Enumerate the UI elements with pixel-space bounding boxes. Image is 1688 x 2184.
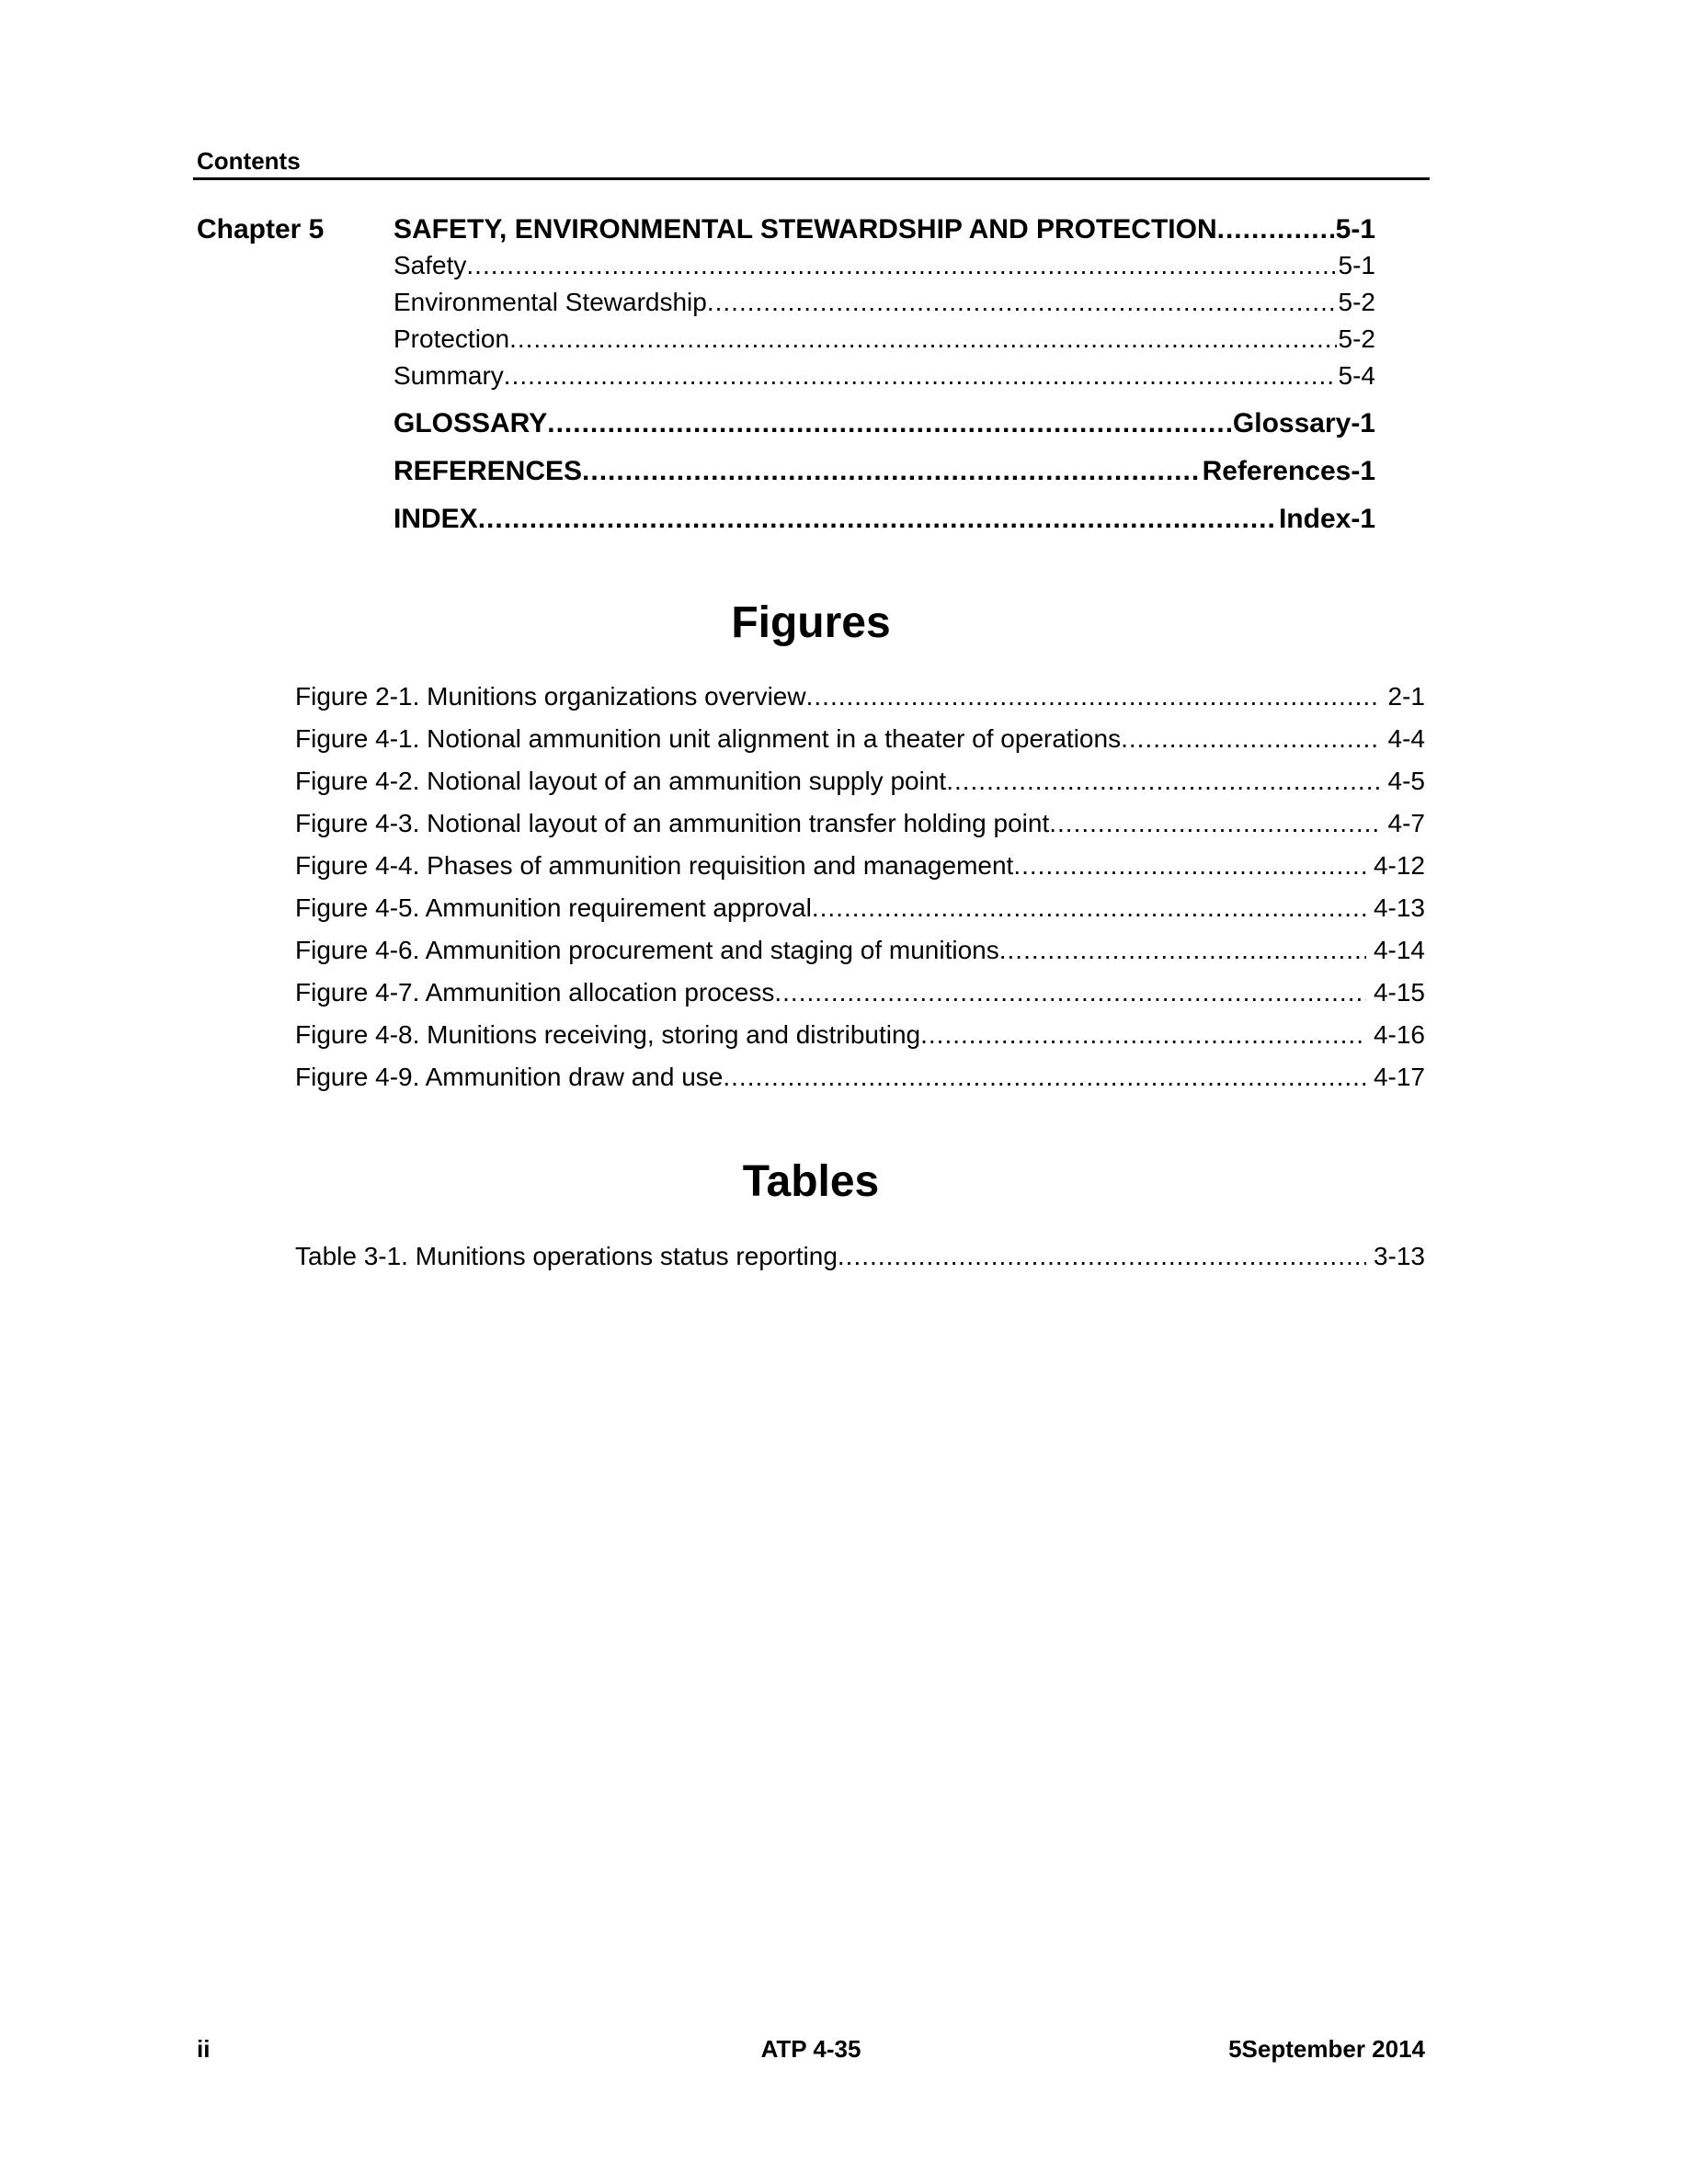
dot-leader — [582, 456, 1201, 487]
list-entry-title: Figure 4-5. Ammunition requirement approval — [295, 893, 812, 922]
dot-leader — [838, 1242, 1366, 1271]
dot-leader — [504, 361, 1337, 391]
list-entry-page: 4-4 — [1387, 724, 1425, 753]
dot-leader — [707, 288, 1337, 317]
toc-entry-page: References-1 — [1202, 456, 1375, 486]
dot-leader — [478, 504, 1277, 535]
list-entry-page: 4-15 — [1373, 978, 1425, 1007]
tables-heading: Tables — [742, 1157, 880, 1206]
toc-entry-page: 5-4 — [1338, 361, 1375, 390]
list-entry-page: 4-7 — [1387, 809, 1425, 837]
toc-entry-title: Safety — [393, 251, 467, 279]
dot-leader — [920, 1020, 1366, 1050]
dot-leader — [806, 682, 1381, 711]
list-entry-page: 4-13 — [1373, 893, 1425, 922]
list-entry-page: 4-16 — [1373, 1020, 1425, 1049]
list-entry-page: 4-17 — [1373, 1063, 1425, 1091]
list-entry-title: Figure 2-1. Munitions organizations overview — [295, 682, 806, 711]
list-entry[interactable] — [295, 809, 1425, 851]
list-entry[interactable] — [295, 893, 1425, 936]
figures-heading: Figures — [731, 598, 891, 647]
toc-index-entry[interactable] — [393, 504, 1375, 535]
toc-entry-page: 5-2 — [1338, 324, 1375, 353]
header-rule — [193, 177, 1430, 180]
list-entry[interactable] — [295, 682, 1425, 724]
list-entry[interactable] — [295, 1242, 1425, 1284]
dot-leader — [946, 767, 1380, 796]
dot-leader — [466, 251, 1336, 280]
toc-references-entry[interactable] — [393, 456, 1375, 487]
list-entry[interactable] — [295, 936, 1425, 978]
dot-leader — [999, 936, 1366, 965]
dot-leader — [547, 408, 1231, 439]
toc-glossary-entry[interactable] — [393, 408, 1375, 439]
dot-leader — [774, 978, 1366, 1007]
toc-subsection-entry[interactable] — [393, 324, 1375, 354]
toc-entry-title: INDEX — [393, 504, 478, 534]
list-entry[interactable] — [295, 1063, 1425, 1105]
list-entry[interactable] — [295, 978, 1425, 1020]
list-entry-title: Figure 4-2. Notional layout of an ammunition supply point — [295, 767, 947, 795]
toc-chapter-entry[interactable] — [393, 214, 1375, 245]
toc-entry-page: 5-2 — [1338, 288, 1375, 316]
list-entry[interactable] — [295, 724, 1425, 767]
toc-subsection-entry[interactable] — [393, 361, 1375, 391]
list-entry-title: Table 3-1. Munitions operations status reporting — [295, 1242, 838, 1270]
dot-leader — [1217, 214, 1334, 245]
toc-subsection-entry[interactable] — [393, 251, 1375, 280]
list-entry-page: 4-14 — [1373, 936, 1425, 964]
list-entry-title: Figure 4-8. Munitions receiving, storing and distributing — [295, 1020, 921, 1049]
toc-entry-page: Glossary-1 — [1232, 408, 1375, 438]
footer-publication: ATP 4-35 — [760, 2035, 861, 2063]
list-entry-title: Figure 4-6. Ammunition procurement and staging of munitions — [295, 936, 999, 964]
toc-entry-title: SAFETY, ENVIRONMENTAL STEWARDSHIP AND PROTECTION — [393, 214, 1217, 245]
footer-page-number: ii — [197, 2035, 211, 2063]
figures-list — [295, 682, 1425, 1105]
dot-leader — [1121, 724, 1380, 754]
toc-entry-title: Environmental Stewardship — [393, 288, 707, 316]
toc-entry-page: 5-1 — [1335, 214, 1375, 245]
list-entry-title: Figure 4-7. Ammunition allocation process — [295, 978, 775, 1007]
toc-entry-title: GLOSSARY — [393, 408, 548, 438]
list-entry-title: Figure 4-4. Phases of ammunition requisition and management — [295, 851, 1014, 880]
dot-leader — [723, 1063, 1366, 1092]
toc-subsection-entry[interactable] — [393, 288, 1375, 317]
dot-leader — [509, 324, 1336, 354]
list-entry-title: Figure 4-1. Notional ammunition unit alignment in a theater of operations — [295, 724, 1122, 753]
tables-list — [295, 1242, 1425, 1284]
list-entry-title: Figure 4-9. Ammunition draw and use — [295, 1063, 724, 1091]
list-entry[interactable] — [295, 851, 1425, 893]
list-entry-page: 3-13 — [1373, 1242, 1425, 1270]
dot-leader — [1013, 851, 1366, 881]
running-header: Contents — [197, 147, 301, 175]
list-entry-page: 4-5 — [1387, 767, 1425, 795]
list-entry-title: Figure 4-3. Notional layout of an ammunition transfer holding point — [295, 809, 1050, 837]
list-entry-page: 4-12 — [1373, 851, 1425, 880]
toc-entry-title: Summary — [393, 361, 504, 390]
list-entry-page: 2-1 — [1387, 682, 1425, 711]
list-entry[interactable] — [295, 1020, 1425, 1063]
toc-entry-title: Protection — [393, 324, 510, 353]
chapter-label: Chapter 5 — [197, 214, 325, 245]
footer-date: 5September 2014 — [1228, 2035, 1425, 2063]
list-entry[interactable] — [295, 767, 1425, 809]
toc-entry-page: 5-1 — [1338, 251, 1375, 279]
dot-leader — [812, 893, 1366, 923]
toc-entry-title: REFERENCES — [393, 456, 583, 486]
toc-entry-page: Index-1 — [1278, 504, 1375, 534]
dot-leader — [1049, 809, 1380, 838]
